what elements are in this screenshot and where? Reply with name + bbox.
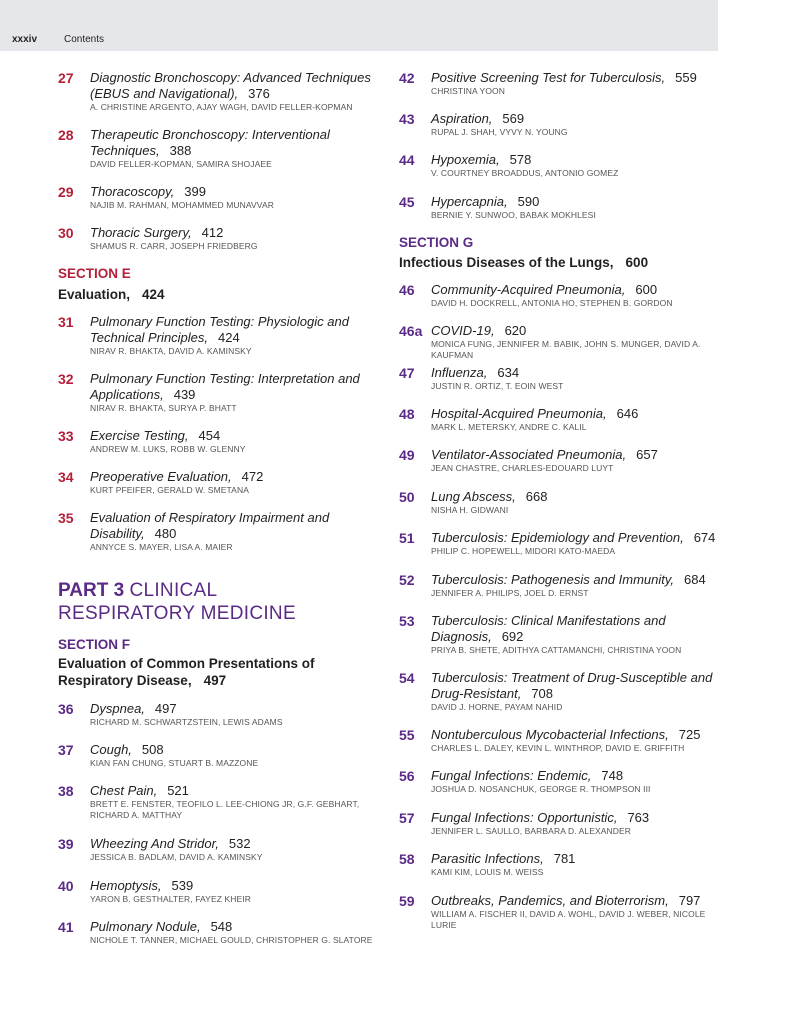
chapter-number: 27 xyxy=(58,70,74,86)
chapter-authors: KIAN FAN CHUNG, STUART B. MAZZONE xyxy=(90,758,259,768)
page-number: 590 xyxy=(517,194,540,209)
page-number: 684 xyxy=(684,572,706,587)
chapter-title: Dyspnea, xyxy=(90,701,145,716)
chapter-title: Thoracic Surgery, xyxy=(90,225,192,240)
chapter-authors: JENNIFER L. SAULLO, BARBARA D. ALEXANDER xyxy=(431,826,632,836)
chapter-title: Parasitic Infections, xyxy=(431,851,544,866)
section-title-text: Evaluation, xyxy=(58,287,131,302)
chapter-authors: MARK L. METERSKY, ANDRE C. KALIL xyxy=(431,422,587,432)
chapter-title: Hospital-Acquired Pneumonia, xyxy=(431,406,607,421)
chapter-authors: NAJIB M. RAHMAN, MOHAMMED MUNAVVAR xyxy=(90,200,274,210)
chapter-number: 37 xyxy=(58,742,74,758)
chapter-number: 58 xyxy=(399,851,415,867)
chapter-title: Pulmonary Nodule, xyxy=(90,919,201,934)
chapter-authors: BERNIE Y. SUNWOO, BABAK MOKHLESI xyxy=(431,210,596,220)
chapter-title: Thoracoscopy, xyxy=(90,184,175,199)
section-title xyxy=(58,286,165,303)
chapter-title: Exercise Testing, xyxy=(90,428,189,443)
chapter-number: 57 xyxy=(399,810,415,826)
page-number: 657 xyxy=(636,447,658,462)
chapter-authors: DAVID FELLER-KOPMAN, SAMIRA SHOJAEE xyxy=(90,159,272,169)
chapter-number: 29 xyxy=(58,184,74,200)
chapter-title: Fungal Infections: Endemic, xyxy=(431,768,592,783)
page-number: 376 xyxy=(248,86,270,101)
chapter-title: Community-Acquired Pneumonia, xyxy=(431,282,626,297)
chapter-authors: SHAMUS R. CARR, JOSEPH FRIEDBERG xyxy=(90,241,258,251)
page-number: 569 xyxy=(502,111,525,126)
chapter-authors: CHARLES L. DALEY, KEVIN L. WINTHROP, DAVID E. GRIFFITH xyxy=(431,743,685,753)
page-number: 539 xyxy=(171,878,194,893)
section-label: SECTION G xyxy=(399,235,474,250)
chapter-number: 39 xyxy=(58,836,74,852)
chapter-authors: KAMI KIM, LOUIS M. WEISS xyxy=(431,867,544,877)
chapter-authors: JEAN CHASTRE, CHARLES-EDOUARD LUYT xyxy=(431,463,614,473)
chapter-authors: NICHOLE T. TANNER, MICHAEL GOULD, CHRISTOPHER G. SLATORE xyxy=(90,935,373,945)
page-number: 532 xyxy=(228,836,251,851)
chapter-title: Tuberculosis: Treatment of Drug-Susceptible and Drug-Resistant, xyxy=(431,670,713,701)
chapter-number: 44 xyxy=(399,152,415,168)
page-number: 674 xyxy=(693,530,716,545)
chapter-authors: RUPAL J. SHAH, VYVY N. YOUNG xyxy=(431,127,568,137)
chapter-number: 46a xyxy=(399,323,423,339)
chapter-authors: NIRAV R. BHAKTA, DAVID A. KAMINSKY xyxy=(90,346,252,356)
page-number: 454 xyxy=(198,428,221,443)
chapter-title: Pulmonary Function Testing: Physiologic and Technical Principles, xyxy=(90,314,349,345)
page-number: 521 xyxy=(167,783,189,798)
chapter-title: Hypoxemia, xyxy=(431,152,500,167)
page-number: 412 xyxy=(201,225,224,240)
chapter-number: 45 xyxy=(399,194,415,210)
chapter-title: Tuberculosis: Epidemiology and Prevention, xyxy=(431,530,684,545)
chapter-title: Tuberculosis: Pathogenesis and Immunity, xyxy=(431,572,675,587)
chapter-title: Aspiration, xyxy=(431,111,493,126)
chapter-authors: JOSHUA D. NOSANCHUK, GEORGE R. THOMPSON III xyxy=(431,784,651,794)
section-label: SECTION F xyxy=(58,637,131,652)
chapter-number: 32 xyxy=(58,371,74,387)
chapter-authors: PRIYA B. SHETE, ADITHYA CATTAMANCHI, CHRISTINA YOON xyxy=(431,645,682,655)
chapter-number: 53 xyxy=(399,613,415,629)
page-number: 797 xyxy=(678,893,701,908)
chapter-authors: JENNIFER A. PHILIPS, JOEL D. ERNST xyxy=(431,588,589,598)
chapter-title: COVID-19, xyxy=(431,323,495,338)
page-number: 399 xyxy=(184,184,206,199)
chapter-title: Evaluation of Respiratory Impairment and Disability, xyxy=(90,510,330,541)
chapter-authors: RICHARD M. SCHWARTZSTEIN, LEWIS ADAMS xyxy=(90,717,283,727)
page-number: 634 xyxy=(497,365,520,380)
page-number: 668 xyxy=(525,489,548,504)
chapter-authors: BRETT E. FENSTER, TEOFILO L. LEE-CHIONG JR, G.F. GEBHART, RICHARD A. MATTHAY xyxy=(90,799,360,820)
section-title-text: Infectious Diseases of the Lungs, xyxy=(399,255,614,270)
chapter-title: Hemoptysis, xyxy=(90,878,162,893)
chapter-number: 46 xyxy=(399,282,415,298)
page-number: 472 xyxy=(241,469,264,484)
chapter-authors: MONICA FUNG, JENNIFER M. BABIK, JOHN S. MUNGER, DAVID A. KAUFMAN xyxy=(431,339,701,360)
chapter-title: Influenza, xyxy=(431,365,488,380)
page-number: 439 xyxy=(173,387,196,402)
chapter-number: 36 xyxy=(58,701,74,717)
page-number: 388 xyxy=(169,143,192,158)
chapter-title: Diagnostic Bronchoscopy: Advanced Techniques (EBUS and Navigational), xyxy=(90,70,371,101)
chapter-number: 30 xyxy=(58,225,74,241)
chapter-number: 28 xyxy=(58,127,74,143)
chapter-authors: WILLIAM A. FISCHER II, DAVID A. WOHL, DAVID J. WEBER, NICOLE LURIE xyxy=(431,909,706,930)
chapter-number: 47 xyxy=(399,365,415,381)
chapter-authors: NIRAV R. BHAKTA, SURYA P. BHATT xyxy=(90,403,237,413)
section-title-text: Evaluation of Common Presentations of Respiratory Disease, xyxy=(58,656,315,688)
chapter-title: Tuberculosis: Clinical Manifestations and Diagnosis, xyxy=(431,613,666,644)
page-number: 763 xyxy=(627,810,650,825)
chapter-authors: DAVID H. DOCKRELL, ANTONIA HO, STEPHEN B. GORDON xyxy=(431,298,673,308)
section-title xyxy=(399,254,648,271)
chapter-authors: JESSICA B. BADLAM, DAVID A. KAMINSKY xyxy=(90,852,263,862)
chapter-title: Outbreaks, Pandemics, and Bioterrorism, xyxy=(431,893,669,908)
section-page: 600 xyxy=(625,255,649,270)
chapter-title: Ventilator-Associated Pneumonia, xyxy=(431,447,627,462)
chapter-title: Fungal Infections: Opportunistic, xyxy=(431,810,618,825)
part-title: CLINICAL RESPIRATORY MEDICINE xyxy=(58,580,296,624)
chapter-number: 41 xyxy=(58,919,74,935)
page-number: 725 xyxy=(678,727,701,742)
chapter-title: Nontuberculous Mycobacterial Infections, xyxy=(431,727,669,742)
chapter-number: 52 xyxy=(399,572,415,588)
chapter-number: 34 xyxy=(58,469,74,485)
chapter-number: 55 xyxy=(399,727,415,743)
chapter-number: 35 xyxy=(58,510,74,526)
chapter-number: 48 xyxy=(399,406,415,422)
chapter-title: Therapeutic Bronchoscopy: Interventional Techniques, xyxy=(90,127,330,158)
chapter-number: 56 xyxy=(399,768,415,784)
page-number: 620 xyxy=(504,323,527,338)
chapter-authors: KURT PFEIFER, GERALD W. SMETANA xyxy=(90,485,249,495)
page-number: 424 xyxy=(218,330,240,345)
page-number: 548 xyxy=(210,919,233,934)
chapter-authors: ANNYCE S. MAYER, LISA A. MAIER xyxy=(90,542,233,552)
page-number: 497 xyxy=(154,701,177,716)
page-number: 578 xyxy=(509,152,532,167)
header-bar xyxy=(0,0,718,51)
chapter-number: 50 xyxy=(399,489,415,505)
page-number: 508 xyxy=(141,742,164,757)
chapter-authors: CHRISTINA YOON xyxy=(431,86,505,96)
chapter-number: 51 xyxy=(399,530,415,546)
chapter-title: Cough, xyxy=(90,742,132,757)
chapter-number: 59 xyxy=(399,893,415,909)
section-page: 424 xyxy=(142,287,165,302)
section-title xyxy=(58,655,348,689)
chapter-title: Wheezing And Stridor, xyxy=(90,836,219,851)
chapter-authors: V. COURTNEY BROADDUS, ANTONIO GOMEZ xyxy=(431,168,619,178)
chapter-number: 54 xyxy=(399,670,415,686)
page-number: 748 xyxy=(601,768,624,783)
page-number: 708 xyxy=(531,686,554,701)
section-label: SECTION E xyxy=(58,266,131,281)
chapter-authors: A. CHRISTINE ARGENTO, AJAY WAGH, DAVID FELLER-KOPMAN xyxy=(90,102,353,112)
chapter-authors: PHILIP C. HOPEWELL, MIDORI KATO-MAEDA xyxy=(431,546,616,556)
page-number: xxxiv xyxy=(12,34,38,45)
chapter-number: 49 xyxy=(399,447,415,463)
chapter-title: Hypercapnia, xyxy=(431,194,508,209)
page-number: 480 xyxy=(154,526,177,541)
chapter-authors: JUSTIN R. ORTIZ, T. EOIN WEST xyxy=(431,381,564,391)
chapter-authors: NISHA H. GIDWANI xyxy=(431,505,509,515)
chapter-number: 33 xyxy=(58,428,74,444)
part-heading xyxy=(58,579,348,625)
chapter-title: Positive Screening Test for Tuberculosis, xyxy=(431,70,666,85)
page-number: 600 xyxy=(635,282,658,297)
running-head: Contents xyxy=(64,34,105,45)
section-page: 497 xyxy=(203,673,227,688)
page-number: 559 xyxy=(675,70,697,85)
chapter-authors: ANDREW M. LUKS, ROBB W. GLENNY xyxy=(90,444,246,454)
chapter-title: Preoperative Evaluation, xyxy=(90,469,232,484)
page-number: 781 xyxy=(553,851,576,866)
chapter-title: Lung Abscess, xyxy=(431,489,516,504)
chapter-number: 38 xyxy=(58,783,74,799)
chapter-number: 40 xyxy=(58,878,74,894)
part-label: PART 3 xyxy=(58,580,125,601)
chapter-number: 31 xyxy=(58,314,74,330)
chapter-title: Pulmonary Function Testing: Interpretation and Applications, xyxy=(90,371,360,402)
page-number: 692 xyxy=(501,629,524,644)
chapter-authors: YARON B. GESTHALTER, FAYEZ KHEIR xyxy=(90,894,251,904)
chapter-number: 42 xyxy=(399,70,415,86)
chapter-number: 43 xyxy=(399,111,415,127)
chapter-title: Chest Pain, xyxy=(90,783,158,798)
page-number: 646 xyxy=(616,406,639,421)
chapter-authors: DAVID J. HORNE, PAYAM NAHID xyxy=(431,702,563,712)
